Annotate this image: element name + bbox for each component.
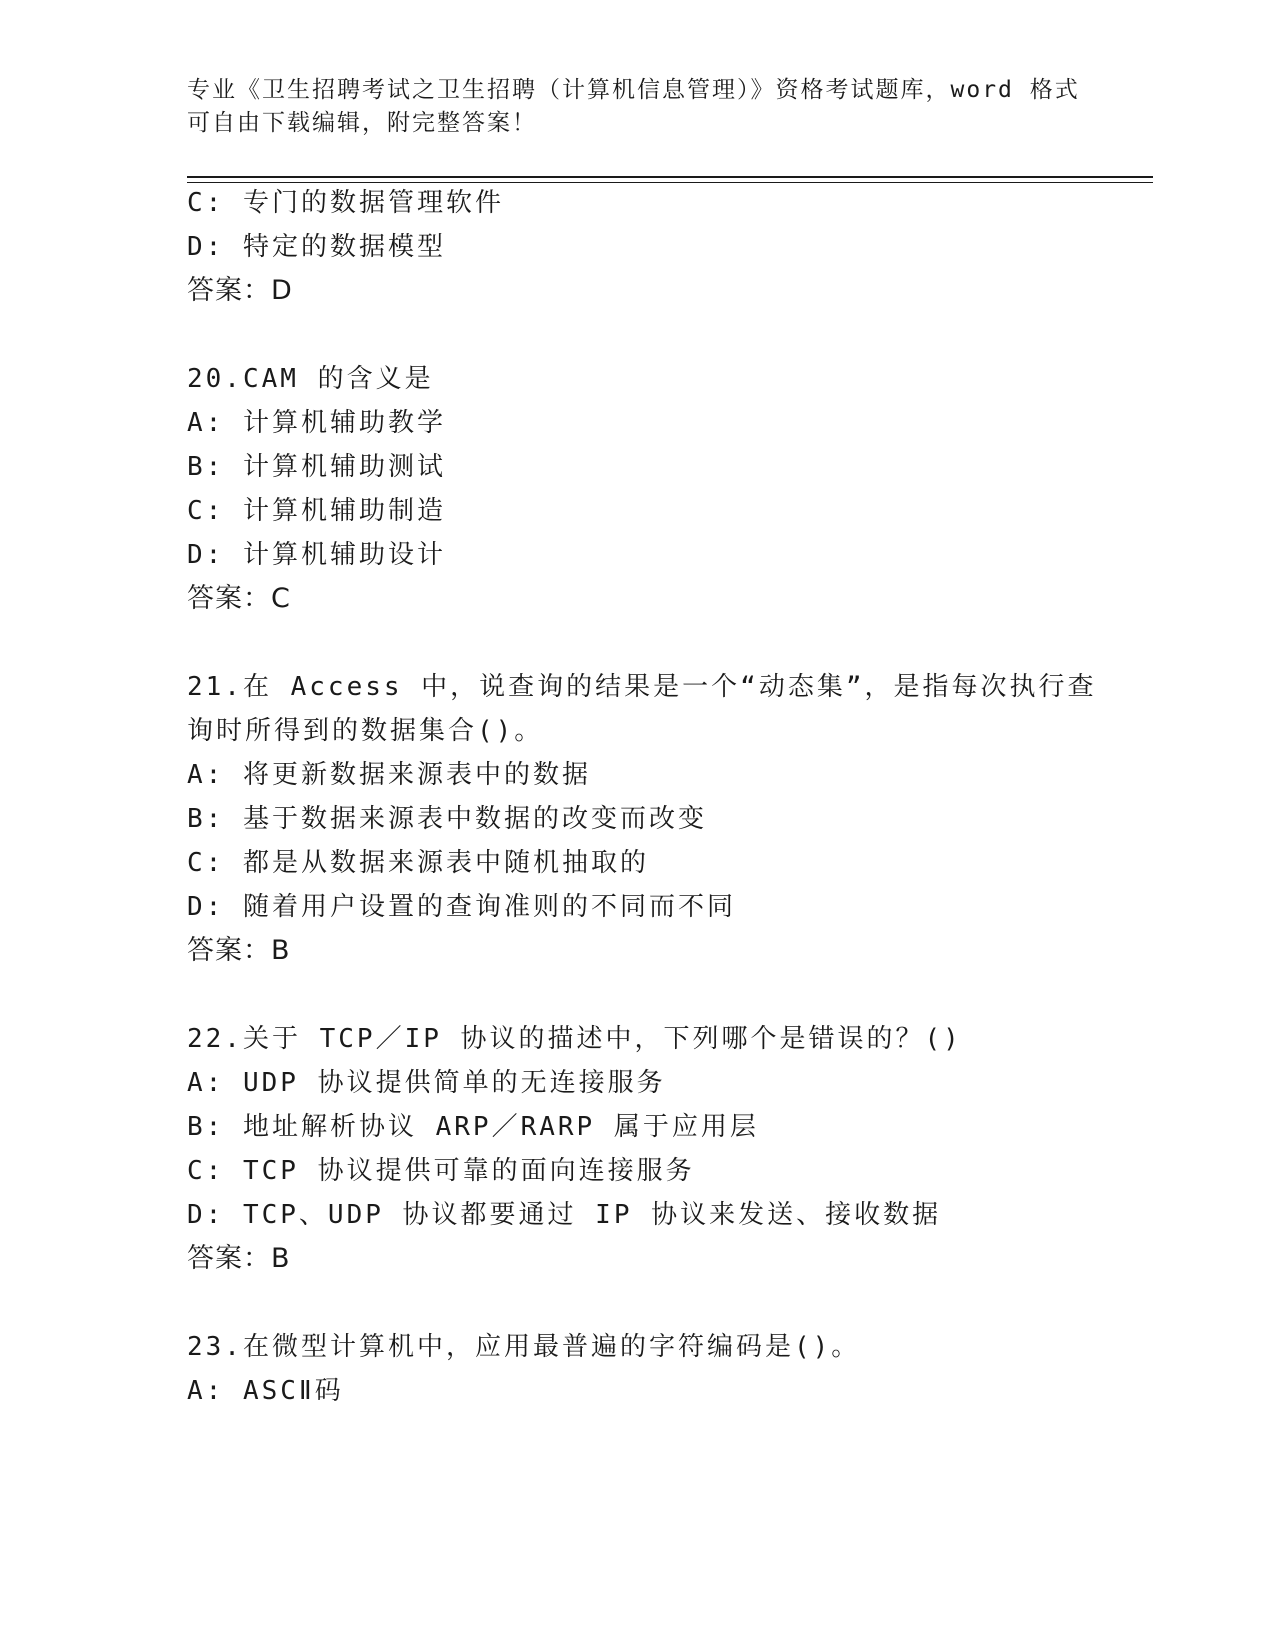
question-20-option-d: D: 计算机辅助设计 — [187, 540, 446, 570]
header-divider-thick — [187, 176, 1153, 178]
question-21-stem-line-1: 21.在 Access 中，说查询的结果是一个“动态集”，是指每次执行查 — [187, 672, 1097, 702]
header-title-line-2: 可自由下载编辑，附完整答案！ — [187, 110, 537, 136]
question-21-option-a: A: 将更新数据来源表中的数据 — [187, 760, 591, 790]
question-20-option-b: B: 计算机辅助测试 — [187, 452, 446, 482]
question-22-option-a: A: UDP 协议提供简单的无连接服务 — [187, 1068, 666, 1098]
question-20-option-c: C: 计算机辅助制造 — [187, 496, 446, 526]
question-22-option-c: C: TCP 协议提供可靠的面向连接服务 — [187, 1156, 695, 1186]
header-divider-thin — [187, 182, 1153, 183]
question-22-answer: 答案：B — [187, 1243, 291, 1274]
option-d: D: 特定的数据模型 — [187, 232, 446, 262]
question-23-stem: 23.在微型计算机中，应用最普遍的字符编码是()。 — [187, 1332, 861, 1362]
question-20-option-a: A: 计算机辅助教学 — [187, 408, 446, 438]
header-title-line-1: 专业《卫生招聘考试之卫生招聘（计算机信息管理）》资格考试题库，word 格式 — [187, 77, 1080, 103]
question-21-option-d: D: 随着用户设置的查询准则的不同而不同 — [187, 892, 736, 922]
answer: 答案：D — [187, 275, 293, 306]
question-22-stem: 22.关于 TCP／IP 协议的描述中，下列哪个是错误的？() — [187, 1024, 962, 1054]
question-21-option-b: B: 基于数据来源表中数据的改变而改变 — [187, 804, 707, 834]
question-21-option-c: C: 都是从数据来源表中随机抽取的 — [187, 848, 649, 878]
question-22-option-b: B: 地址解析协议 ARP／RARP 属于应用层 — [187, 1112, 759, 1142]
question-23-option-a: A: ASCⅡ码 — [187, 1376, 344, 1406]
question-22-option-d: D: TCP、UDP 协议都要通过 IP 协议来发送、接收数据 — [187, 1200, 942, 1230]
question-21-answer: 答案：B — [187, 935, 291, 966]
question-20-answer: 答案：C — [187, 583, 291, 614]
question-20-stem: 20.CAM 的含义是 — [187, 364, 434, 394]
document-header — [187, 74, 1087, 140]
option-c: C: 专门的数据管理软件 — [187, 188, 504, 218]
question-21-stem-line-2: 询时所得到的数据集合()。 — [187, 716, 544, 746]
